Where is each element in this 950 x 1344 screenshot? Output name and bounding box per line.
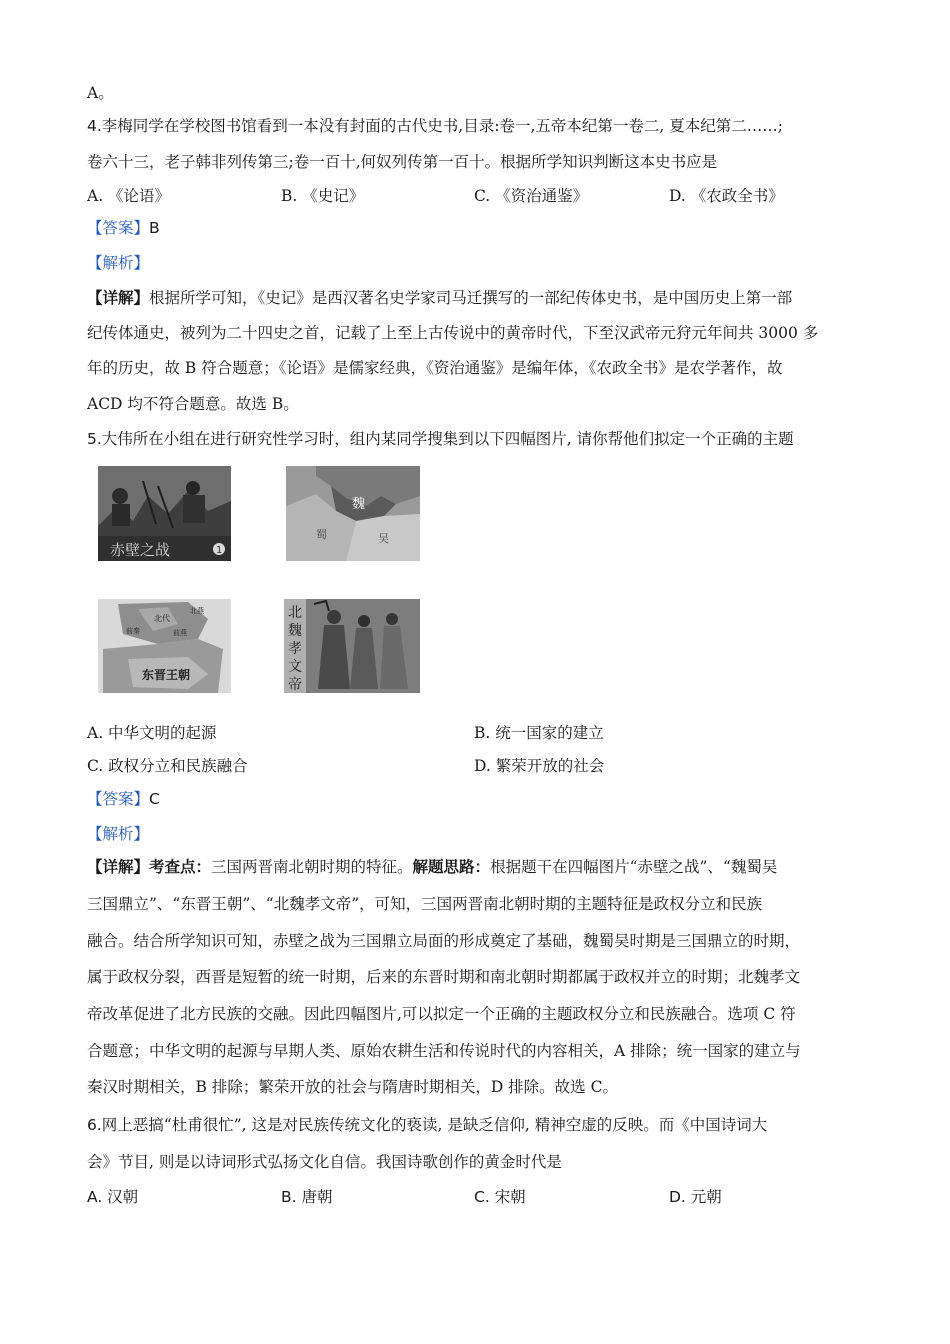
map-wei: 魏 [352, 497, 366, 512]
q5-option-b: B. 统一国家的建立 [474, 724, 604, 742]
q4-option-b: B. 《史记》 [281, 187, 365, 205]
q6-option-b: B. 唐朝 [281, 1188, 333, 1206]
q4-option-c: C. 《资治通鉴》 [474, 187, 589, 205]
q5-option-a: A. 中华文明的起源 [87, 724, 217, 742]
q5-number: 5. [87, 430, 102, 448]
xiaowen-char-2: 魏 [288, 623, 302, 639]
q4-stem-line2: 卷六十三，老子韩非列传第三;卷一百十,何奴列传第一百十。根据所学知识判断这本史书应是 [87, 153, 718, 171]
jin-region-qianqin: 前秦 [126, 627, 140, 635]
q5-answer-value: C [149, 790, 160, 808]
q5-answer-tag: 【答案】 [87, 790, 150, 808]
xiaowen-char-5: 帝 [288, 677, 302, 693]
prev-answer-tail: A。 [87, 84, 114, 102]
q6-stem-line2: 会》节目, 则是以诗词形式弘扬文化自信。我国诗歌创作的黄金时代是 [87, 1153, 562, 1171]
q4-answer [87, 217, 160, 239]
q4-detail-tag: 【详解】 [87, 288, 150, 307]
q4-answer-tag: 【答案】 [87, 219, 150, 237]
jin-region-beiyan: 北燕 [190, 607, 204, 615]
xiaowen-char-3: 孝 [288, 641, 302, 657]
q4-detail-line2: 纪传体通史，被列为二十四史之首，记载了上至上古传说中的黄帝时代，下至汉武帝元狩元年间共 3000 多 [87, 324, 819, 342]
image-eastern-jin-map [98, 599, 231, 693]
map-wu: 吴 [378, 532, 389, 545]
q6-option-c: C. 宋朝 [474, 1188, 526, 1206]
q6-option-a: A. 汉朝 [87, 1188, 139, 1206]
q5-sl-label: 解题思路： [412, 857, 491, 876]
q4-analysis-tag: 【解析】 [87, 254, 150, 272]
q5-detail-line4: 属于政权分裂，西晋是短暂的统一时期，后来的东晋时期和南北朝时期都属于政权并立的时期；北魏孝文 [87, 968, 801, 986]
image-three-kingdoms-map [286, 466, 420, 561]
jin-label: 东晋王朝 [142, 668, 191, 682]
map-shu: 蜀 [316, 528, 327, 541]
jin-region-qianyan: 前燕 [173, 629, 187, 637]
q5-analysis-tag: 【解析】 [87, 825, 150, 843]
q6-stem-line1: 6.网上恶搞“杜甫很忙”, 这是对民族传统文化的亵读, 是缺乏信仰, 精神空虚的反映。而《中国诗词大 [87, 1116, 768, 1134]
q4-option-a: A. 《论语》 [87, 187, 171, 205]
q5-stem: 5.大伟所在小组在进行研究性学习时，组内某同学搜集到以下四幅图片, 请你帮他们拟定一个正确的主题 [87, 430, 794, 448]
q5-option-d: D. 繁荣开放的社会 [474, 757, 605, 775]
q5-answer [87, 788, 160, 810]
q5-detail-line5: 帝改革促进了北方民族的交融。因此四幅图片,可以拟定一个正确的主题政权分立和民族融合。选项 C 符 [87, 1005, 796, 1023]
q4-detail-line1: 【详解】根据所学可知，《史记》是西汉著名史学家司马迁撰写的一部纪传体史书，是中国历史上第一部 [87, 288, 793, 307]
q4-answer-value: B [149, 219, 160, 237]
q4-number: 4. [87, 117, 102, 135]
chibi-badge: 1 [216, 545, 223, 556]
q5-detail-line1: 【详解】考查点：三国两晋南北朝时期的特征。解题思路：根据题干在四幅图片“赤壁之战”、“魏蜀吴 [87, 857, 778, 876]
q6-option-d: D. 元朝 [669, 1188, 722, 1206]
xiaowen-char-4: 文 [288, 659, 302, 675]
q5-kd-label: 考查点： [149, 857, 212, 876]
q4-option-d: D. 《农政全书》 [669, 187, 784, 205]
jin-region-beidai: 北代 [154, 614, 170, 623]
q6-number: 6. [87, 1116, 102, 1134]
q4-detail-line4: ACD 均不符合题意。故选 B。 [87, 395, 299, 413]
q5-detail-tag: 【详解】 [87, 857, 150, 876]
q5-detail-line3: 融合。结合所学知识可知，赤壁之战为三国鼎立局面的形成奠定了基础，魏蜀吴时期是三国鼎立的时期， [87, 932, 801, 950]
xiaowen-char-1: 北 [288, 605, 302, 621]
q4-detail-line3: 年的历史，故 B 符合题意；《论语》是儒家经典，《资治通鉴》是编年体，《农政全书》是农学著作，故 [87, 359, 783, 377]
q5-detail-line6: 合题意；中华文明的起源与早期人类、原始农耕生活和传说时代的内容相关，A 排除；统一国家的建立与 [87, 1042, 801, 1060]
q4-stem-line1: 4.李梅同学在学校图书馆看到一本没有封面的古代史书,目录:卷一,五帝本纪第一卷二, 夏本纪第二……; [87, 117, 783, 135]
q5-option-c: C. 政权分立和民族融合 [87, 757, 248, 775]
chibi-caption: 赤壁之战 [110, 541, 171, 559]
q5-detail-line7: 秦汉时期相关，B 排除；繁荣开放的社会与隋唐时期相关，D 排除。故选 C。 [87, 1078, 618, 1096]
q5-detail-line2: 三国鼎立”、“东晋王朝”、“北魏孝文帝”，可知，三国两晋南北朝时期的主题特征是政权分立和民族 [87, 895, 763, 913]
image-battle-of-chibi [98, 466, 231, 561]
image-xiaowen-emperor [284, 599, 420, 693]
